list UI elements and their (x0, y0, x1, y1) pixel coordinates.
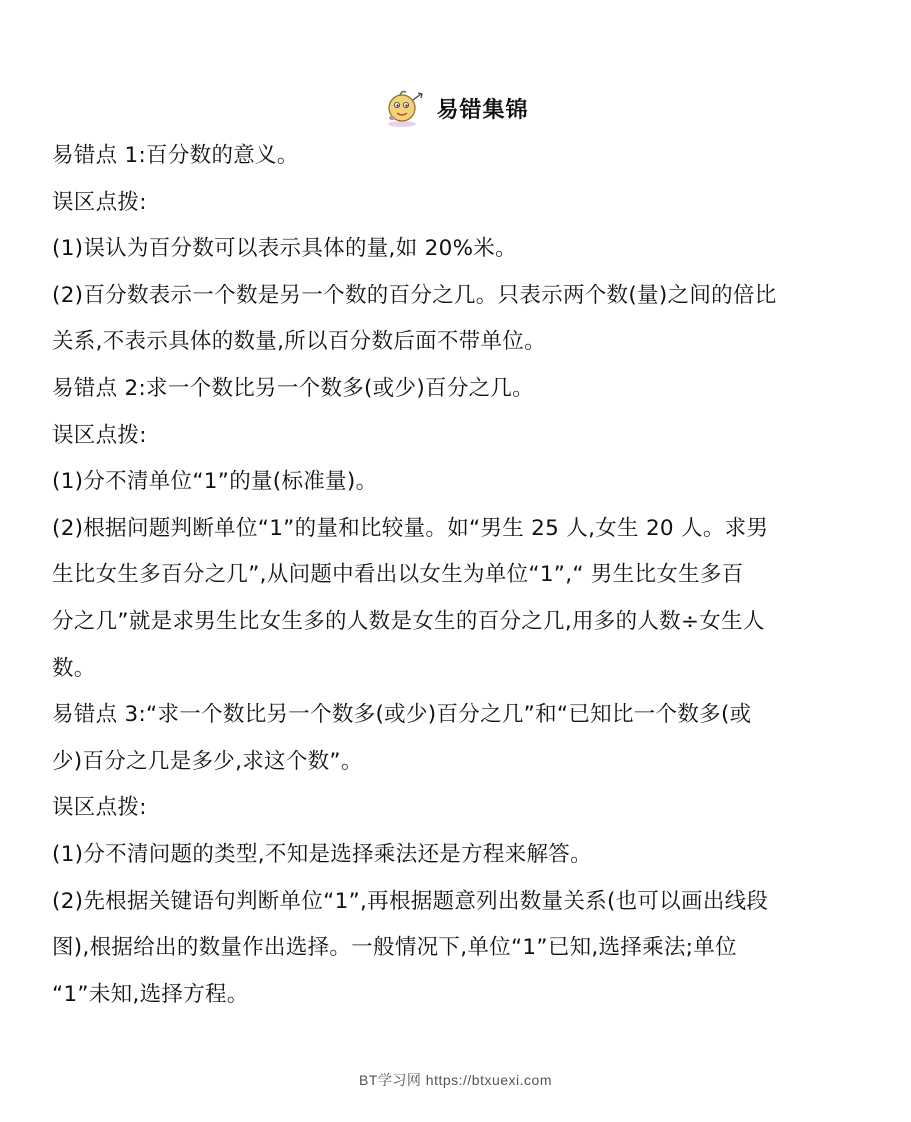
text-line: (2)百分数表示一个数是另一个数的百分之几。只表示两个数(量)之间的倍比 (52, 282, 777, 308)
text-line: “1”未知,选择方程。 (52, 981, 249, 1007)
text-line: (1)误认为百分数可以表示具体的量,如 20%米。 (52, 236, 517, 262)
mascot-icon (382, 88, 426, 128)
text-line: 易错点 2:求一个数比另一个数多(或少)百分之几。 (52, 375, 535, 401)
text-line: (2)先根据关键语句判断单位“1”,再根据题意列出数量关系(也可以画出线段 (52, 888, 769, 914)
text-line: (1)分不清单位“1”的量(标准量)。 (52, 469, 378, 495)
page-title: 易错集锦 (436, 97, 529, 123)
text-line: 误区点拨: (52, 795, 147, 821)
text-line: (2)根据问题判断单位“1”的量和比较量。如“男生 25 人,女生 20 人。求男 (52, 515, 769, 541)
text-line: 关系,不表示具体的数量,所以百分数后面不带单位。 (52, 329, 546, 355)
title-block (0, 88, 911, 128)
document-body (52, 133, 862, 1018)
text-line: 图),根据给出的数量作出选择。一般情况下,单位“1”已知,选择乘法;单位 (52, 935, 737, 961)
text-line: (1)分不清问题的类型,不知是选择乘法还是方程来解答。 (52, 841, 592, 867)
text-line: 误区点拨: (52, 422, 147, 448)
text-line: 易错点 1:百分数的意义。 (52, 143, 299, 168)
text-line: 数。 (52, 655, 96, 681)
text-line: 生比女生多百分之几”,从问题中看出以女生为单位“1”,“ 男生比女生多百 (52, 562, 744, 588)
text-line: 分之几”就是求男生比女生多的人数是女生的百分之几,用多的人数÷女生人 (52, 608, 765, 634)
footer-watermark: BT学习网 https://btxuexi.com (359, 1072, 552, 1088)
text-line: 少)百分之几是多少,求这个数”。 (52, 748, 363, 774)
text-line: 误区点拨: (52, 189, 147, 215)
text-line: 易错点 3:“求一个数比另一个数多(或少)百分之几”和“已知比一个数多(或 (52, 702, 752, 728)
